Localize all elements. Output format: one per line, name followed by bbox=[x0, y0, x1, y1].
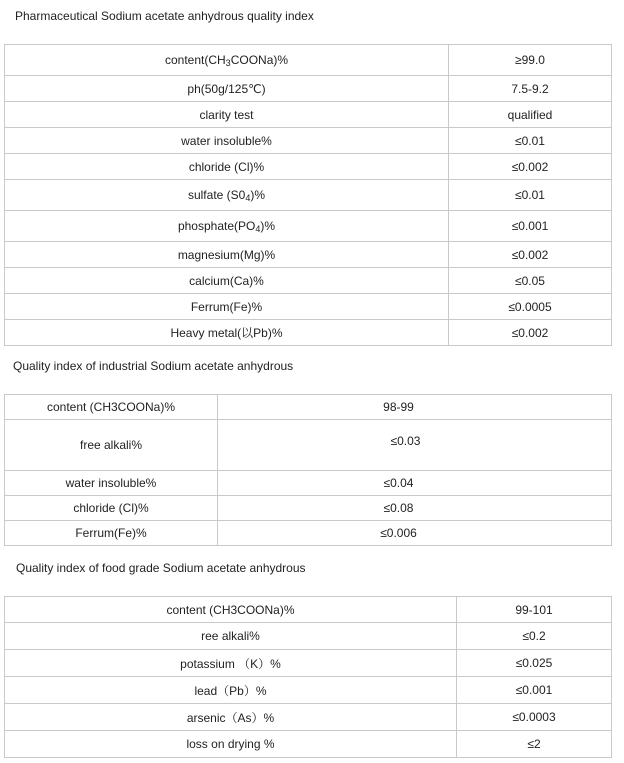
value-cell: ≤0.001 bbox=[457, 677, 612, 704]
table-row bbox=[5, 704, 612, 731]
table-row bbox=[5, 180, 612, 211]
industrial-table-title: Quality index of industrial Sodium acetate anhydrous bbox=[13, 359, 294, 373]
item-cell: chloride (Cl)% bbox=[5, 496, 218, 521]
value-cell: 98-99 bbox=[218, 395, 612, 420]
table-row bbox=[5, 320, 612, 346]
pharmaceutical-quality-table bbox=[4, 44, 612, 346]
item-cell: lead（Pb）% bbox=[5, 677, 457, 704]
food-grade-table-title: Quality index of food grade Sodium acetate anhydrous bbox=[16, 561, 306, 575]
table-row bbox=[5, 45, 612, 76]
item-cell: magnesium(Mg)% bbox=[5, 242, 449, 268]
item-cell: $phosphate(PO_4)\%$ bbox=[5, 211, 449, 242]
item-cell: ph(50g/125℃) bbox=[5, 76, 449, 102]
value-cell: ≤0.01 bbox=[449, 128, 612, 154]
table-row bbox=[5, 76, 612, 102]
value-cell: ≤0.002 bbox=[449, 242, 612, 268]
value-cell: ≥99.0 bbox=[449, 45, 612, 76]
item-cell: Ferrum(Fe)% bbox=[5, 521, 218, 546]
table-row bbox=[5, 128, 612, 154]
item-cell: free alkali% bbox=[5, 420, 218, 471]
table-row bbox=[5, 471, 612, 496]
item-cell: clarity test bbox=[5, 102, 449, 128]
table-row bbox=[5, 650, 612, 677]
value-cell: ≤0.025 bbox=[457, 650, 612, 677]
table-row bbox=[5, 395, 612, 420]
item-cell: sulfate $(S0_4)\%$ bbox=[5, 180, 449, 211]
food-grade-quality-table bbox=[4, 596, 612, 758]
item-cell: water insoluble% bbox=[5, 471, 218, 496]
value-cell: 7.5-9.2 bbox=[449, 76, 612, 102]
value-cell: ≤0.08 bbox=[218, 496, 612, 521]
value-cell: ≤0.01 bbox=[449, 180, 612, 211]
table-row bbox=[5, 420, 612, 471]
value-cell: ≤0.001 bbox=[449, 211, 612, 242]
item-cell: ree alkali% bbox=[5, 623, 457, 650]
pharmaceutical-table-title: Pharmaceutical Sodium acetate anhydrous quality index bbox=[15, 9, 314, 23]
value-cell: ≤0.006 bbox=[218, 521, 612, 546]
value-cell: ≤0.002 bbox=[449, 320, 612, 346]
value-cell: qualified bbox=[449, 102, 612, 128]
industrial-quality-table bbox=[4, 394, 612, 546]
item-cell: $content(CH_3COONa)\%$ bbox=[5, 45, 449, 76]
item-cell: content (CH3COONa)% bbox=[5, 395, 218, 420]
table-row bbox=[5, 242, 612, 268]
value-cell: ≤0.04 bbox=[218, 471, 612, 496]
value-cell: ≤0.03 bbox=[218, 420, 612, 471]
table-row bbox=[5, 623, 612, 650]
value-cell: ≤0.05 bbox=[449, 268, 612, 294]
item-cell: Heavy metal(以Pb)% bbox=[5, 320, 449, 346]
table-row bbox=[5, 211, 612, 242]
table-row bbox=[5, 597, 612, 623]
table-row bbox=[5, 677, 612, 704]
value-cell: ≤0.002 bbox=[449, 154, 612, 180]
table-row bbox=[5, 268, 612, 294]
table-row bbox=[5, 496, 612, 521]
item-cell: arsenic（As）% bbox=[5, 704, 457, 731]
table-row bbox=[5, 294, 612, 320]
item-cell: water insoluble% bbox=[5, 128, 449, 154]
value-cell: ≤0.0005 bbox=[449, 294, 612, 320]
item-cell: loss on drying % bbox=[5, 731, 457, 758]
item-cell: Ferrum(Fe)% bbox=[5, 294, 449, 320]
value-cell: ≤0.0003 bbox=[457, 704, 612, 731]
item-cell: calcium(Ca)% bbox=[5, 268, 449, 294]
table-row bbox=[5, 154, 612, 180]
table-row bbox=[5, 521, 612, 546]
item-cell: chloride (Cl)% bbox=[5, 154, 449, 180]
table-row bbox=[5, 731, 612, 758]
item-cell: content (CH3COONa)% bbox=[5, 597, 457, 623]
item-cell: potassium （K）% bbox=[5, 650, 457, 677]
value-cell: ≤2 bbox=[457, 731, 612, 758]
value-cell: ≤0.2 bbox=[457, 623, 612, 650]
value-cell: 99-101 bbox=[457, 597, 612, 623]
table-row bbox=[5, 102, 612, 128]
